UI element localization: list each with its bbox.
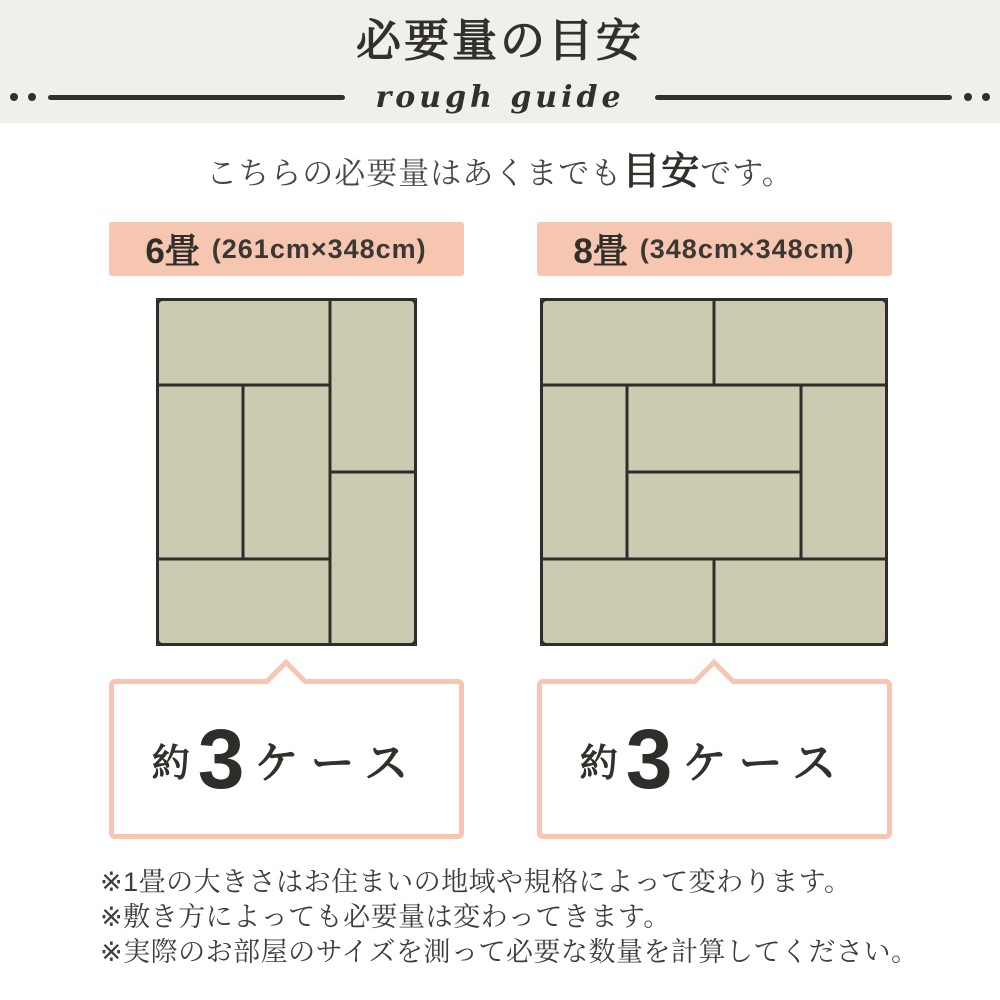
footnotes <box>100 865 1000 970</box>
tatami-mat <box>714 298 888 385</box>
column-6jo <box>109 222 464 839</box>
tatami-mat <box>801 385 888 559</box>
divider-dot-icon <box>28 93 36 101</box>
size-label-main: 6畳 <box>145 232 200 271</box>
tatami-mat <box>243 385 330 559</box>
case-unit-label: ケース <box>254 739 421 788</box>
divider-line <box>48 95 345 100</box>
divider-dot-icon <box>964 93 972 101</box>
divider-dot-icon <box>10 93 18 101</box>
case-unit-label: ケース <box>682 739 849 788</box>
tatami-mat <box>627 385 801 472</box>
divider-line <box>655 95 952 100</box>
header <box>0 0 1000 123</box>
header-divider-row <box>0 80 1000 114</box>
footnote: ※実際のお部屋のサイズを測って必要な数量を計算してください。 <box>100 937 919 967</box>
tatami-mat <box>540 385 627 559</box>
lead-emphasis: 目安 <box>622 151 701 193</box>
tatami-mat <box>540 559 714 646</box>
case-count-value: 3 <box>625 712 673 806</box>
column-8jo <box>537 222 892 839</box>
size-label-8jo <box>537 222 892 276</box>
lead-text <box>0 150 1000 196</box>
tatami-mat <box>156 559 330 646</box>
page-title: 必要量の目安 <box>355 15 644 66</box>
layout-columns <box>0 222 1000 839</box>
lead-prefix: こちらの必要量はあくまでも <box>206 156 623 191</box>
footnote: ※1畳の大きさはお住まいの地域や規格によって変わります。 <box>100 867 852 897</box>
lead-suffix: です。 <box>700 156 794 191</box>
size-label-dimensions: (261cm×348cm) <box>211 233 427 264</box>
case-count-box-6jo <box>109 679 464 839</box>
case-approx-label: 約 <box>151 742 190 785</box>
divider-dot-icon <box>982 93 990 101</box>
callout-arrow-icon <box>265 659 307 701</box>
tatami-mat <box>540 298 714 385</box>
tatami-mat <box>156 298 330 385</box>
tatami-layout-diagram-6jo <box>156 298 417 646</box>
tatami-mat <box>714 559 888 646</box>
tatami-mat <box>330 298 417 472</box>
tatami-mat <box>627 472 801 559</box>
subtitle-english: rough guide <box>375 79 625 115</box>
tatami-layout-diagram-8jo <box>540 298 888 646</box>
tatami-mat <box>156 385 243 559</box>
size-label-main: 8畳 <box>573 232 628 271</box>
callout-arrow-icon <box>693 659 735 701</box>
case-count-box-8jo <box>537 679 892 839</box>
case-approx-label: 約 <box>579 742 618 785</box>
size-label-dimensions: (348cm×348cm) <box>639 233 855 264</box>
tatami-mat <box>330 472 417 646</box>
footnote: ※敷き方によっても必要量は変わってきます。 <box>100 902 671 932</box>
case-count-value: 3 <box>197 712 245 806</box>
size-label-6jo <box>109 222 464 276</box>
